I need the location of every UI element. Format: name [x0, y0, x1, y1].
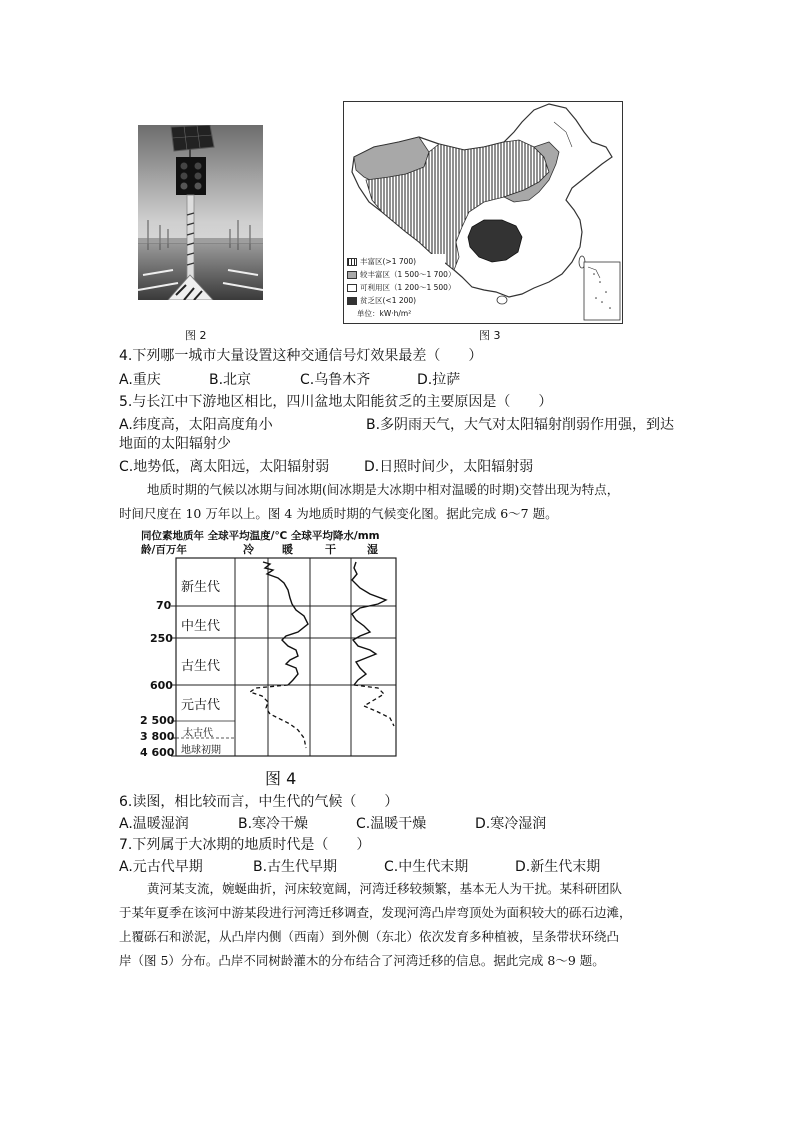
fig4-era-mesozoic: 中生代	[181, 619, 221, 634]
legend-swatch-stripes	[347, 258, 357, 266]
passage-1-line-1: 地质时期的气候以冰期与间冰期(间冰期是大冰期中相对温暖的时期)交替出现为特点，	[147, 482, 620, 497]
q5-option-b-cont: 地面的太阳辐射少	[119, 436, 231, 452]
q6-option-a: A.温暖湿润	[119, 816, 189, 832]
q5-option-a: A.纬度高，太阳高度角小	[119, 417, 273, 433]
q5-option-b: B.多阴雨天气，大气对太阳辐射削弱作用强，到达	[366, 417, 675, 433]
fig4-header-line-2: 龄/百万年	[141, 544, 187, 556]
q4-option-d: D.拉萨	[417, 372, 461, 388]
q6-option-b: B.寒冷干燥	[238, 816, 309, 832]
fig4-age-250: 250	[150, 632, 173, 645]
fig4-age-2500: 2 500	[140, 714, 175, 727]
fig4-era-early-earth: 地球初期	[181, 745, 221, 756]
q6-option-d: D.寒冷湿润	[475, 816, 547, 832]
figure-2-caption: 图 2	[185, 329, 207, 342]
legend-label: 丰富区(>1 700)	[360, 257, 417, 266]
legend-swatch-white	[347, 284, 357, 292]
legend-swatch-dark	[347, 297, 357, 305]
legend-item-usable	[347, 282, 455, 293]
passage-1-line-2: 时间尺度在 10 万年以上。图 4 为地质时期的气候变化图。据此完成 6～7 题。	[119, 506, 558, 521]
fig4-era-paleozoic: 古生代	[181, 659, 221, 674]
q4-option-a: A.重庆	[119, 372, 161, 388]
question-6-stem: 6.读图，相比较而言，中生代的气候（ ）	[119, 794, 399, 810]
fig4-header-line-1: 同位素地质年 全球平均温度/℃ 全球平均降水/mm	[141, 530, 380, 542]
fig4-age-3800: 3 800	[140, 730, 175, 743]
question-4-stem: 4.下列哪一城市大量设置这种交通信号灯效果最差（ ）	[119, 348, 483, 364]
q7-option-a: A.元古代早期	[119, 859, 203, 875]
legend-item-fairly-rich	[347, 269, 455, 280]
fig4-era-proterozoic: 元古代	[181, 698, 221, 713]
q5-option-d: D.日照时间少，太阳辐射弱	[364, 459, 534, 475]
legend-swatch-grey	[347, 271, 357, 279]
q7-option-d: D.新生代末期	[515, 859, 601, 875]
fig4-era-cenozoic: 新生代	[181, 580, 221, 595]
fig4-label-wet: 湿	[367, 543, 378, 556]
fig4-label-cold: 冷	[243, 543, 254, 556]
legend-item-rich	[347, 256, 416, 267]
passage-2-line-1: 黄河某支流，婉蜒曲折，河床较宽阔，河湾迁移较频繁，基本无人为干扰。某科研团队	[147, 881, 623, 896]
q5-option-c: C.地势低，离太阳远，太阳辐射弱	[119, 459, 330, 475]
fig4-age-70: 70	[156, 599, 172, 612]
q7-option-c: C.中生代末期	[384, 859, 469, 875]
q4-option-c: C.乌鲁木齐	[300, 372, 371, 388]
legend-label: 较丰富区（1 500～1 700）	[360, 270, 456, 279]
figure-4-caption: 图 4	[265, 769, 297, 788]
q7-option-b: B.古生代早期	[253, 859, 338, 875]
figure-3-caption: 图 3	[479, 329, 501, 342]
fig4-era-archean: 太古代	[183, 728, 213, 739]
fig4-label-warm: 暖	[282, 543, 293, 556]
question-7-stem: 7.下列属于大冰期的地质时代是（ ）	[119, 837, 371, 853]
passage-2-line-4: 岸（图 5）分布。凸岸不同树龄灌木的分布结合了河湾迁移的信息。据此完成 8～9 题。	[119, 953, 605, 968]
question-5-stem: 5.与长江中下游地区相比，四川盆地太阳能贫乏的主要原因是（ ）	[119, 394, 553, 410]
figure-3-map	[343, 101, 623, 324]
legend-label: 贫乏区(<1 200)	[360, 296, 417, 305]
passage-2-line-3: 上覆砾石和淤泥，从凸岸内侧（西南）到外侧（东北）依次发育多种植被，呈条带状环绕凸	[119, 929, 620, 944]
figure-2-photo	[138, 125, 263, 300]
legend-unit: 单位：kW·h/m²	[357, 309, 412, 318]
legend-item-poor	[347, 295, 416, 306]
q4-option-b: B.北京	[209, 372, 252, 388]
figure-4-chart	[138, 528, 408, 758]
fig4-age-4600: 4 600	[140, 746, 175, 759]
fig4-age-600: 600	[150, 679, 173, 692]
q6-option-c: C.温暖干燥	[356, 816, 427, 832]
figure-3-legend	[345, 254, 456, 322]
passage-2-line-2: 于某年夏季在该河中游某段进行河湾迁移调查，发现河湾凸岸弯顶处为面积较大的砾石边滩，	[119, 905, 632, 920]
fig4-label-dry: 干	[325, 543, 336, 556]
legend-label: 可利用区（1 200～1 500）	[360, 283, 456, 292]
